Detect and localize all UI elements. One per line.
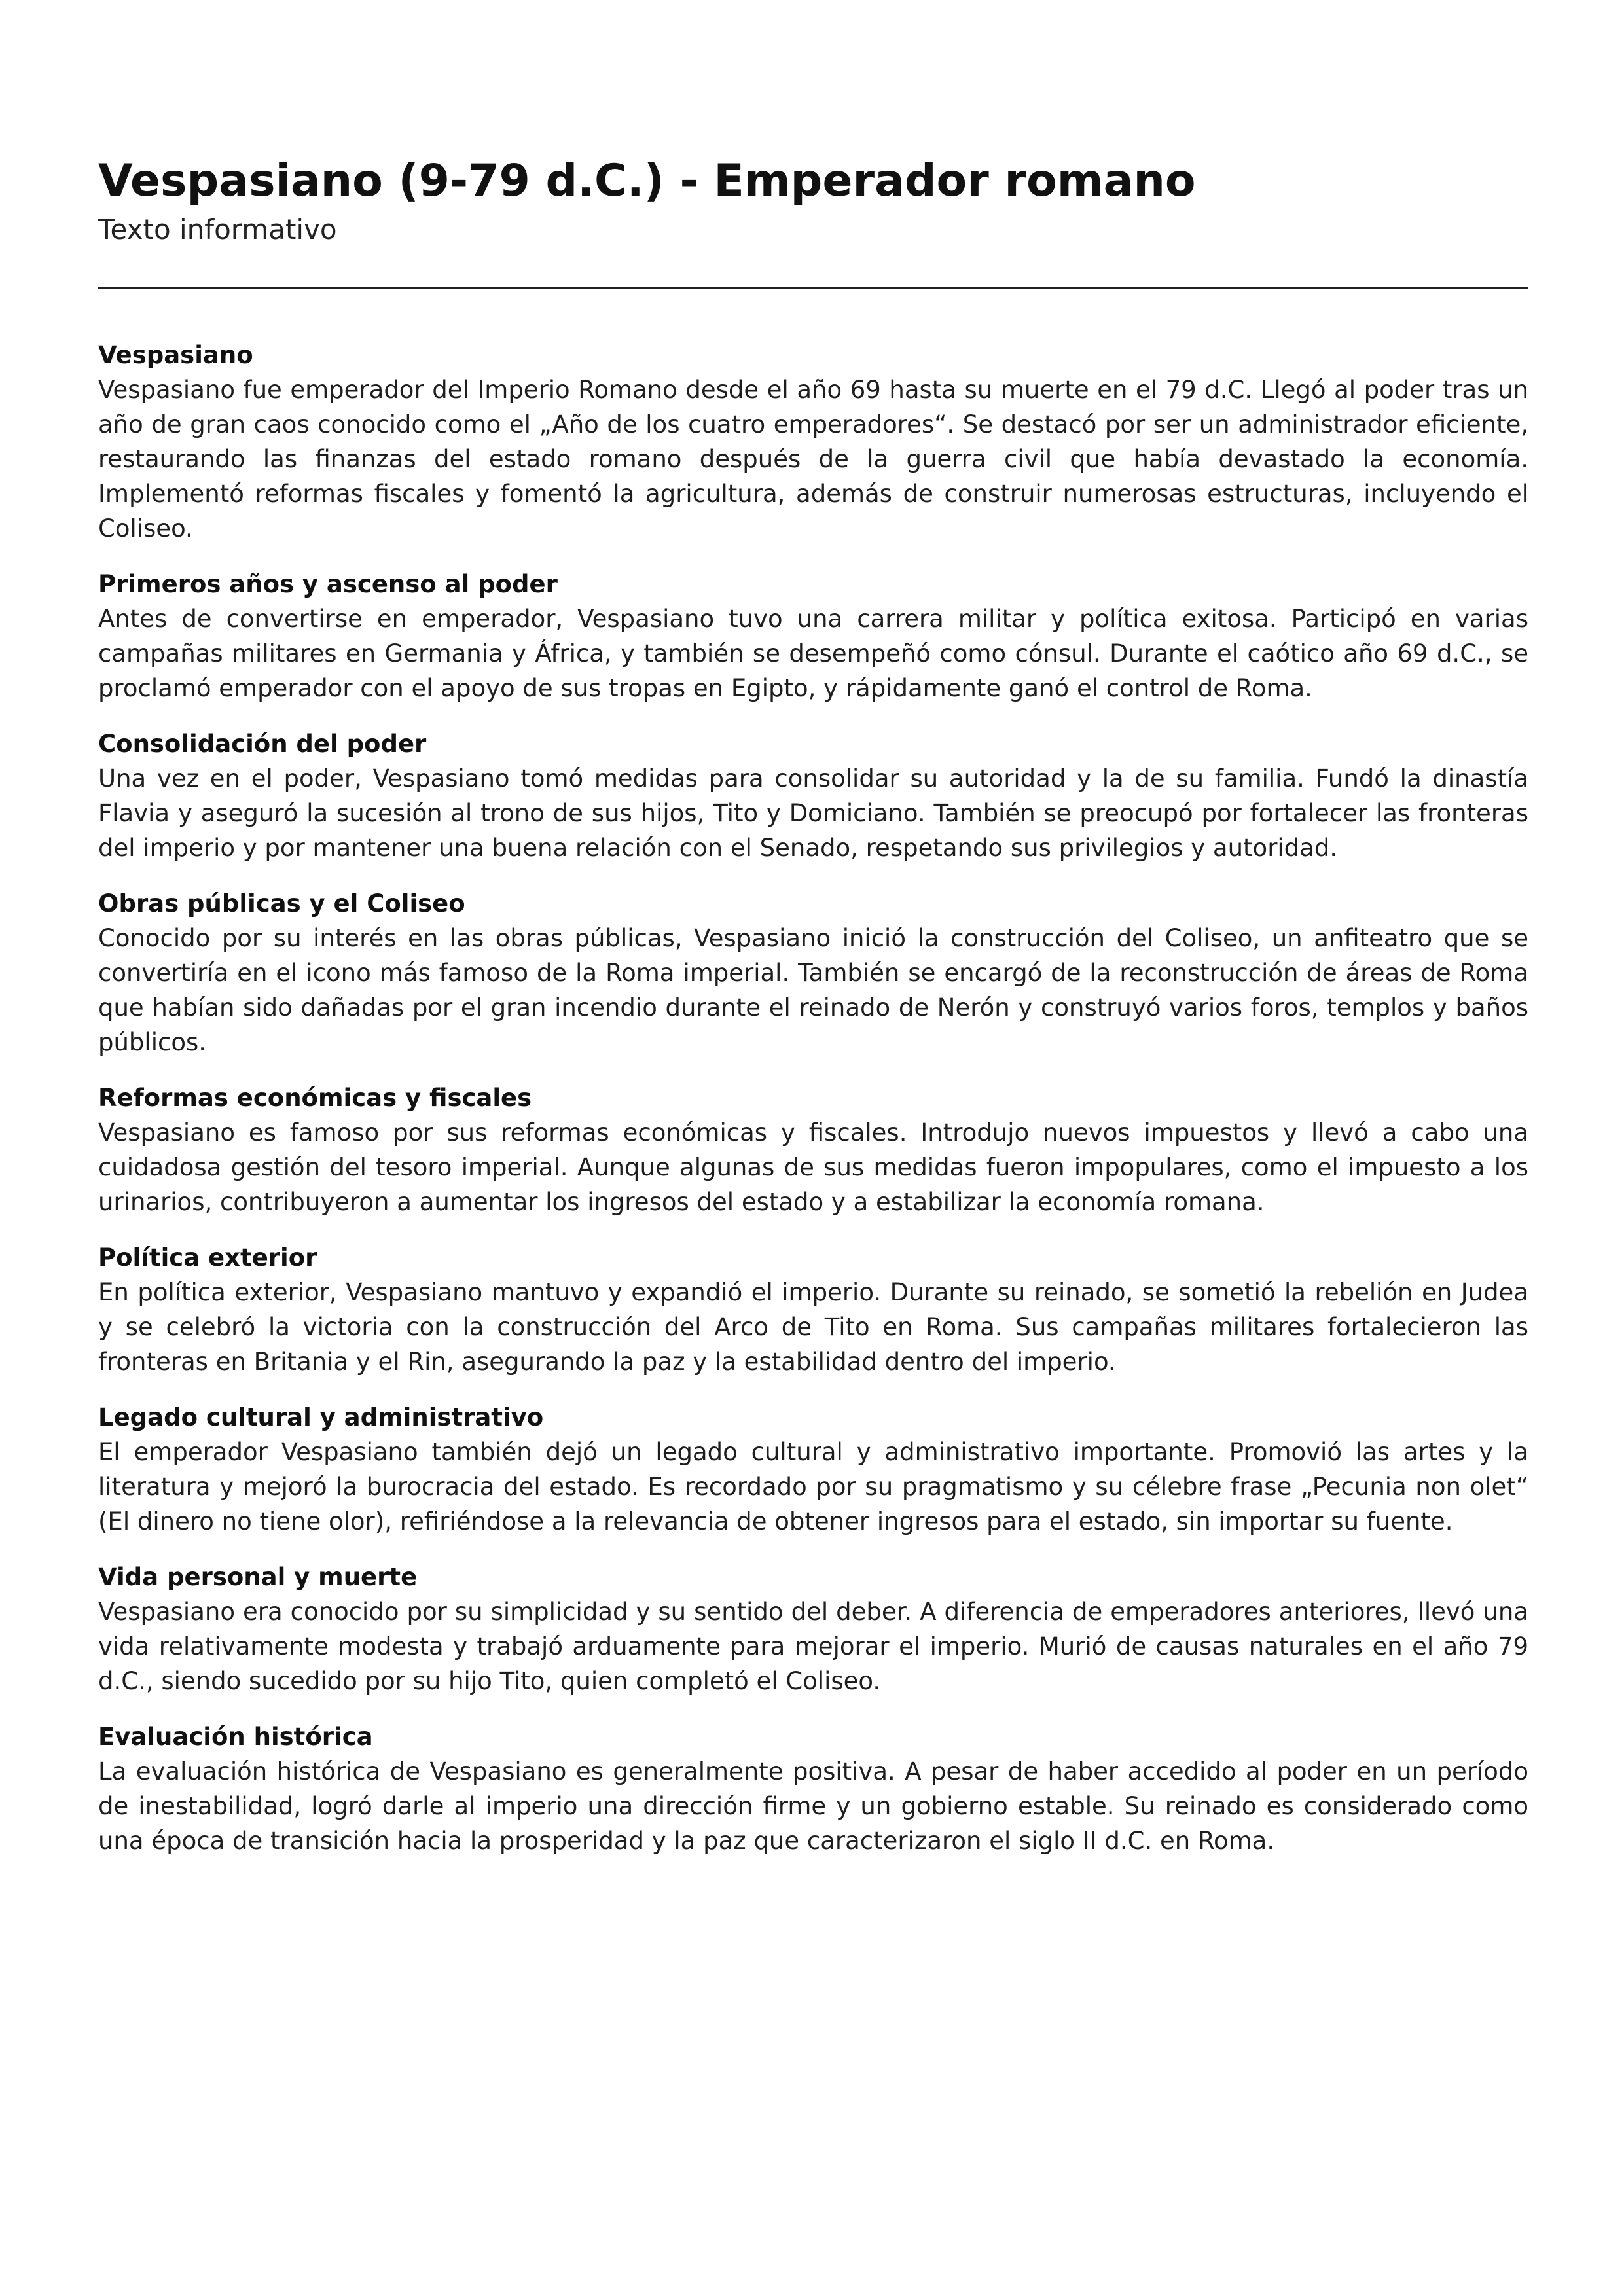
section-heading: Política exterior: [98, 1244, 317, 1272]
title-divider: [98, 287, 1528, 289]
document-page: [98, 157, 1528, 1879]
section-body: Vespasiano es famoso por sus reformas económicas y fiscales. Introdujo nuevos impuestos y llevó a cabo una cuidadosa gestión del tesoro imperial. Aunque algunas de sus medidas fueron impopulares, como el impuesto a los urinarios, contribuyeron a aumentar los ingresos del estado y a estabilizar la economía romana.: [98, 1119, 1528, 1217]
section-body: Una vez en el poder, Vespasiano tomó medidas para consolidar su autoridad y la de su familia. Fundó la dinastía Flavia y aseguró la sucesión al trono de sus hijos, Tito y Domiciano. También se preocupó por fortalecer las fronteras del imperio y por mantener una buena relación con el Senado, respetando sus privilegios y autoridad.: [98, 764, 1528, 863]
section-body: La evaluación histórica de Vespasiano es generalmente positiva. A pesar de haber accedido al poder en un período de inestabilidad, logró darle al imperio una dirección firme y un gobierno estable. Su reinado es considerado como una época de transición hacia la prosperidad y la paz que caracterizaron el siglo II d.C. en Roma.: [98, 1757, 1528, 1856]
section-vespasiano: [98, 338, 1528, 546]
section-primeros-anos: [98, 567, 1528, 706]
section-heading: Legado cultural y administrativo: [98, 1403, 544, 1432]
section-body: Antes de convertirse en emperador, Vespasiano tuvo una carrera militar y política exitosa. Participó en varias campañas militares en Germania y África, y también se desempeñó como cónsul. Durante el caótico año 69 d.C., se proclamó emperador con el apoyo de sus tropas en Egipto, y rápidamente ganó el control de Roma.: [98, 605, 1528, 703]
section-heading: Vida personal y muerte: [98, 1563, 418, 1592]
section-reformas: [98, 1081, 1528, 1219]
section-body: El emperador Vespasiano también dejó un legado cultural y administrativo importante. Promovió las artes y la literatura y mejoró la burocracia del estado. Es recordado por su pragmatismo y su célebre frase „Pecunia non olet“ (El dinero no tiene olor), refiriéndose a la relevancia de obtener ingresos para el estado, sin importar su fuente.: [98, 1438, 1528, 1536]
section-consolidacion: [98, 726, 1528, 865]
section-heading: Vespasiano: [98, 341, 253, 370]
section-vida-personal: [98, 1560, 1528, 1698]
section-body: Vespasiano era conocido por su simplicidad y su sentido del deber. A diferencia de emperadores anteriores, llevó una vida relativamente modesta y trabajó arduamente para mejorar el imperio. Murió de causas naturales en el año 79 d.C., siendo sucedido por su hijo Tito, quien completó el Coliseo.: [98, 1598, 1528, 1696]
section-obras-publicas: [98, 886, 1528, 1060]
section-politica-exterior: [98, 1240, 1528, 1379]
page-subtitle: Texto informativo: [98, 213, 337, 245]
section-heading: Evaluación histórica: [98, 1723, 373, 1751]
section-heading: Primeros años y ascenso al poder: [98, 570, 558, 599]
section-legado: [98, 1400, 1528, 1539]
section-body: Vespasiano fue emperador del Imperio Romano desde el año 69 hasta su muerte en el 79 d.C. Llegó al poder tras un año de gran caos conocido como el „Año de los cuatro emperadores“. Se destacó por ser un administrador eficiente, restaurando las finanzas del estado romano después de la guerra civil que había devastado la economía. Implementó reformas fiscales y fomentó la agricultura, además de construir numerosas estructuras, incluyendo el Coliseo.: [98, 376, 1528, 543]
section-body: Conocido por su interés en las obras públicas, Vespasiano inició la construcción del Coliseo, un anfiteatro que se convertiría en el icono más famoso de la Roma imperial. También se encargó de la reconstrucción de áreas de Roma que habían sido dañadas por el gran incendio durante el reinado de Nerón y construyó varios foros, templos y baños públicos.: [98, 924, 1528, 1057]
section-evaluacion: [98, 1719, 1528, 1858]
section-body: En política exterior, Vespasiano mantuvo y expandió el imperio. Durante su reinado, se sometió la rebelión en Judea y se celebró la victoria con la construcción del Arco de Tito en Roma. Sus campañas militares fortalecieron las fronteras en Britania y el Rin, asegurando la paz y la estabilidad dentro del imperio.: [98, 1278, 1528, 1376]
section-heading: Reformas económicas y fiscales: [98, 1084, 532, 1113]
page-title: Vespasiano (9-79 d.C.) - Emperador romano: [98, 155, 1196, 207]
section-heading: Obras públicas y el Coliseo: [98, 889, 465, 918]
section-heading: Consolidación del poder: [98, 730, 427, 759]
